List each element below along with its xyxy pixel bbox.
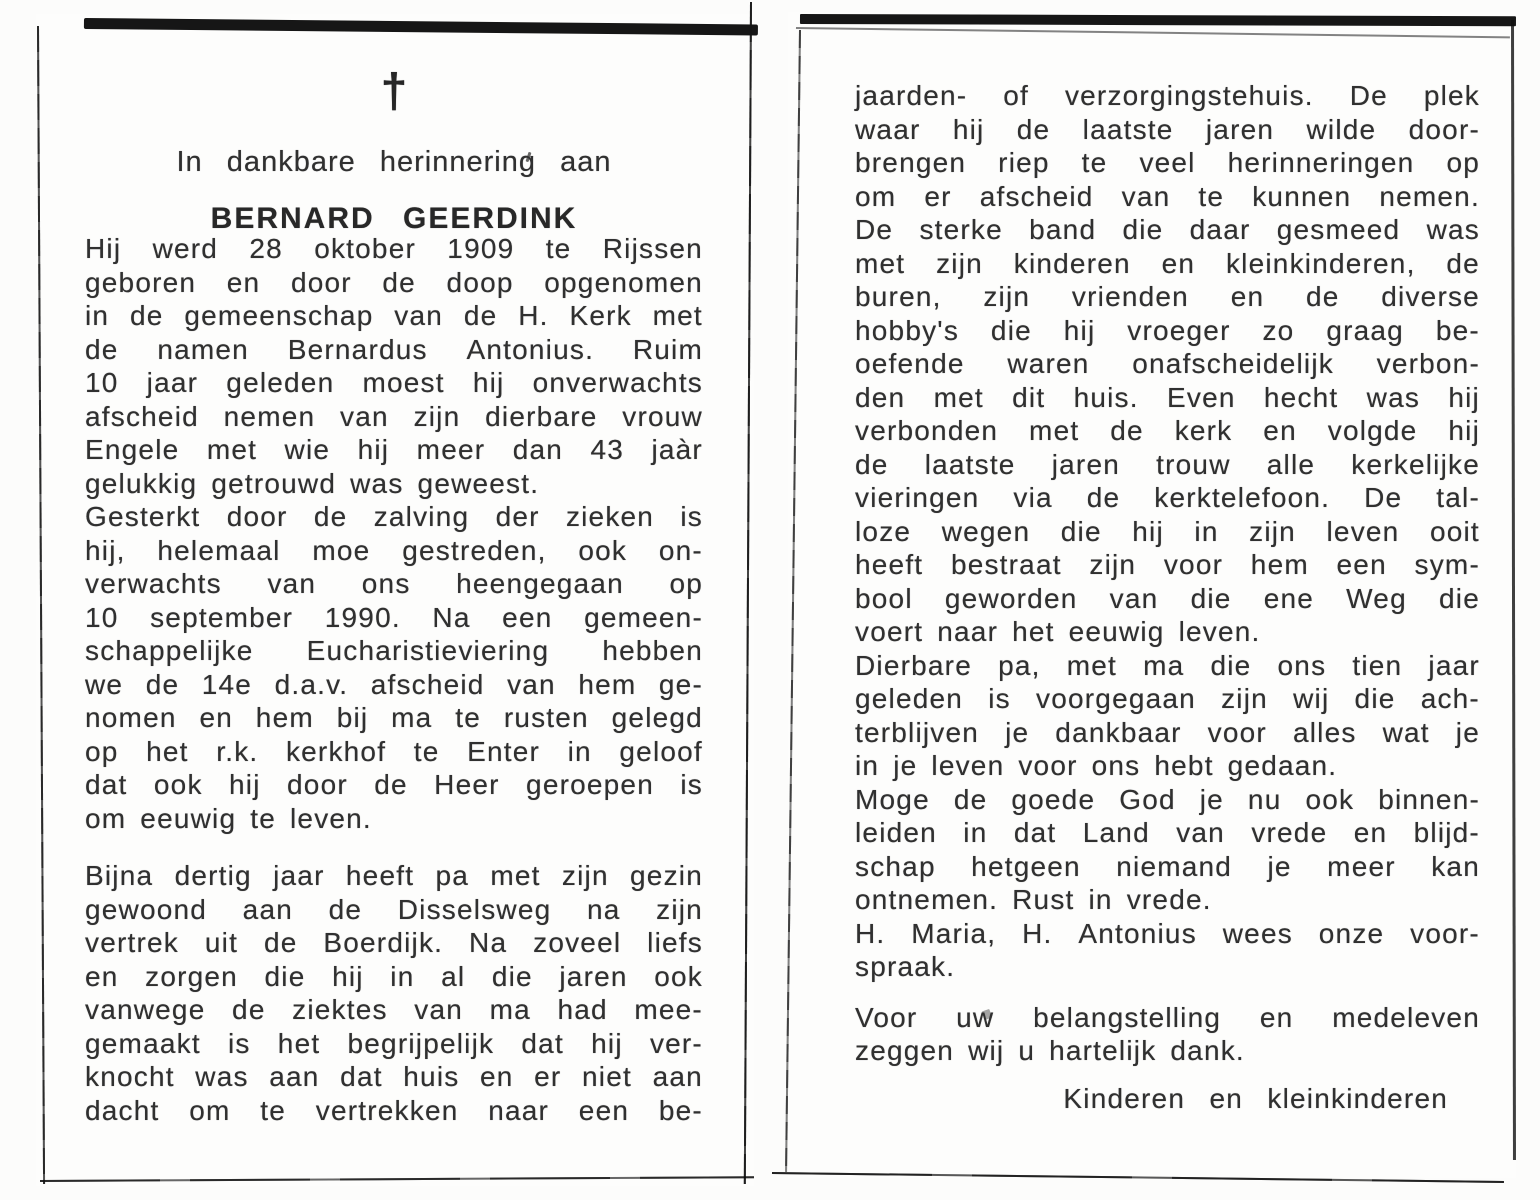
cross-icon: † xyxy=(380,65,408,118)
text-line: de namen Bernardus Antonius. Ruim xyxy=(85,333,703,365)
text-line: nomen en hem bij ma te rusten gelegd xyxy=(85,702,703,733)
text-line: spraak. xyxy=(855,951,956,982)
text-line: hobby's die hij vroeger zo graag be- xyxy=(855,314,1480,346)
text-line: de laatste jaren trouw alle kerkelijke xyxy=(855,448,1480,480)
text-line: De sterke band die daar gesmeed was xyxy=(855,214,1480,245)
text-line: zeggen wij u hartelijk dank. xyxy=(855,1035,1245,1066)
thanks-paragraph xyxy=(855,1001,1480,1068)
right-page-body xyxy=(855,79,1480,1068)
text-line: gewoond aan de Disselsweg na zijn xyxy=(85,893,703,925)
text-line: knocht was aan dat huis en er niet aan xyxy=(85,1061,703,1092)
text-line: op het r.k. kerkhof te Enter in geloof xyxy=(85,735,703,767)
text-line: geboren en door de doop opgenomen xyxy=(85,266,703,298)
text-line: om er afscheid van te kunnen nemen. xyxy=(855,180,1480,212)
text-line: waar hij de laatste jaren wilde door- xyxy=(855,113,1480,145)
text-line: om eeuwig te leven. xyxy=(85,802,372,834)
text-line: vanwege de ziektes van ma had mee- xyxy=(85,994,703,1025)
text-line: dat ook hij door de Heer geroepen is xyxy=(85,769,703,800)
text-line: geleden is voorgegaan zijn wij die ach- xyxy=(855,683,1480,714)
text-line: Moge de goede God je nu ook binnen- xyxy=(855,783,1480,815)
text-line: in je leven voor ons hebt gedaan. xyxy=(855,750,1338,781)
text-line: buren, zijn vrienden en de diverse xyxy=(855,281,1480,312)
home-paragraph xyxy=(85,859,703,1127)
text-line: Bijna dertig jaar heeft pa met zijn gezin xyxy=(85,860,703,891)
text-line: gelukkig getrouwd was geweest. xyxy=(85,467,540,499)
text-line: den met dit huis. Even hecht was hij xyxy=(855,381,1480,413)
text-line: leiden in dat Land van vrede en blijd- xyxy=(855,817,1480,848)
text-line: 10 september 1990. Na een gemeen- xyxy=(85,601,703,633)
text-line: Gesterkt door de zalving der zieken is xyxy=(85,501,703,532)
text-line: met zijn kinderen en kleinkinderen, de xyxy=(855,247,1480,279)
memorial-intro: In dankbare herinnering aan xyxy=(176,146,612,178)
life-paragraph xyxy=(85,232,703,835)
text-line: in de gemeenschap van de H. Kerk met xyxy=(85,300,703,331)
text-line: bool geworden van die ene Weg die xyxy=(855,582,1480,614)
text-line: verwachts van ons heengegaan op xyxy=(85,568,703,599)
text-line: ontnemen. Rust in vrede. xyxy=(855,884,1212,915)
text-line: Voor uw belangstelling en medeleven xyxy=(855,1001,1480,1033)
text-line: oefende waren onafscheidelijk verbon- xyxy=(855,348,1480,379)
text-line: vieringen via de kerktelefoon. De tal- xyxy=(855,482,1480,513)
text-line: Engele met wie hij meer dan 43 jaàr xyxy=(85,434,703,465)
left-page-body xyxy=(85,232,703,1127)
text-line: schappelijke Eucharistieviering hebben xyxy=(85,635,703,666)
text-line: afscheid nemen van zijn dierbare vrouw xyxy=(85,400,703,432)
text-line: 10 jaar geleden moest hij onverwachts xyxy=(85,367,703,398)
deceased-name: BERNARD GEERDINK xyxy=(210,202,578,235)
text-line: H. Maria, H. Antonius wees onze voor- xyxy=(855,917,1480,949)
text-line: gemaakt is het begrijpelijk dat hij ver- xyxy=(85,1027,703,1059)
text-line: brengen riep te veel herinneringen op xyxy=(855,147,1480,178)
signature: Kinderen en kleinkinderen xyxy=(1063,1083,1448,1114)
text-line: dacht om te vertrekken naar een be- xyxy=(85,1094,703,1126)
text-line: heeft bestraat zijn voor hem een sym- xyxy=(855,549,1480,580)
text-line: hij, helemaal moe gestreden, ook on- xyxy=(85,534,703,566)
text-line: we de 14e d.a.v. afscheid van hem ge- xyxy=(85,668,703,700)
text-line: terblijven je dankbaar voor alles wat je xyxy=(855,716,1480,748)
text-line: schap hetgeen niemand je meer kan xyxy=(855,850,1480,882)
text-line: en zorgen die hij in al die jaren ook xyxy=(85,960,703,992)
text-line: jaarden- of verzorgingstehuis. De plek xyxy=(855,80,1480,111)
text-line: vertrek uit de Boerdijk. Na zoveel liefs xyxy=(85,927,703,958)
text-line: loze wegen die hij in zijn leven ooit xyxy=(855,515,1480,547)
text-line: voert naar het eeuwig leven. xyxy=(855,616,1261,647)
text-line: Dierbare pa, met ma die ons tien jaar xyxy=(855,649,1480,681)
text-line: Hij werd 28 oktober 1909 te Rijssen xyxy=(85,233,703,264)
continuation-paragraph xyxy=(855,79,1480,984)
text-line: verbonden met de kerk en volgde hij xyxy=(855,415,1480,446)
